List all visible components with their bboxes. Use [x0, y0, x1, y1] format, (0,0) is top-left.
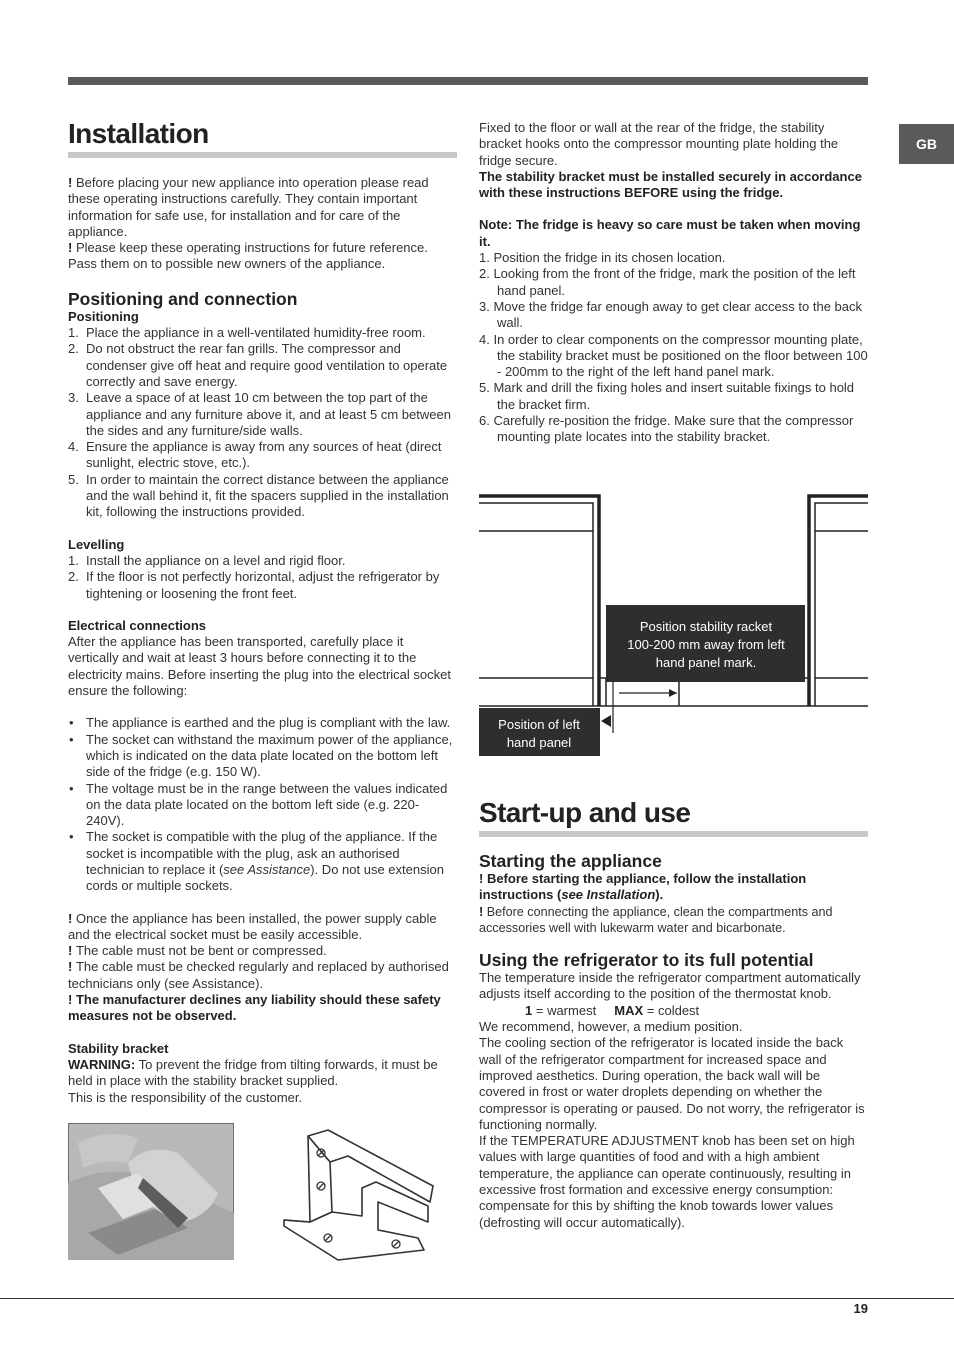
startup-title: Start-up and use	[479, 797, 691, 828]
note-paragraph: Note: The fridge is heavy so care must be taken when moving it.	[479, 217, 861, 249]
steps-list	[479, 250, 868, 446]
list-item: 2. If the floor is not perfectly horizontal, adjust the refrigerator by tightening or loosening the front feet.	[68, 569, 440, 601]
starting-instruction: ! Before starting the appliance, follow the installation instructions (see Installation).	[479, 871, 807, 903]
startup-column	[479, 797, 868, 1231]
potential-heading: Using the refrigerator to its full potential	[479, 950, 814, 971]
list-item: 4. Ensure the appliance is away from any sources of heat (direct sunlight, electric stove, etc.).	[68, 439, 442, 471]
diagram-label-1-line-3: hand panel mark.	[655, 655, 757, 670]
must-paragraph: The stability bracket must be installed securely in accordance with these instructions BEFORE using the fridge.	[479, 168, 862, 201]
starting-heading: Starting the appliance	[479, 851, 662, 871]
adjust-paragraph: If the TEMPERATURE ADJUSTMENT knob has been set on high values with large quantities of food and with a high ambient temperature, the appliance can operate continuously, resulting in excessive frost formation and excessive energy consumption: compensate for this by shifting the knob towards lower values (defrosting will occur automatically).	[479, 1133, 855, 1230]
bracket-installation-photo	[68, 1123, 234, 1260]
positioning-subheading: Positioning	[68, 308, 139, 324]
diagram-label-1-line-1: Position stability racket	[639, 619, 773, 634]
list-item: 5. In order to maintain the correct distance between the appliance and the wall behind it, fit the spacers supplied in the installation kit, following the instructions provided.	[68, 471, 449, 520]
positioning-list	[68, 325, 457, 521]
list-item: 1. Position the fridge in its chosen location.	[479, 250, 726, 266]
list-item: 1. Install the appliance on a level and rigid floor.	[68, 552, 346, 568]
levelling-subheading: Levelling	[68, 536, 125, 552]
diagram-label-2-line-1: Position of left	[498, 717, 580, 732]
diagram-label-2-line-2: hand panel	[506, 735, 572, 750]
warning-1: ! Once the appliance has been installed, the power supply cable and the electrical socket must be easily accessible.	[68, 910, 437, 942]
warning-2: ! The cable must not be bent or compressed.	[68, 943, 327, 959]
footer-rule	[0, 1298, 954, 1299]
stability-responsibility: This is the responsibility of the customer.	[68, 1089, 303, 1105]
list-item: 2. Do not obstruct the rear fan grills. The compressor and condenser give off heat and require good ventilation to operate correctly and save energy.	[68, 341, 448, 389]
recommend-paragraph: We recommend, however, a medium position.	[479, 1019, 743, 1035]
thermostat-scale: 1 = warmest MAX = coldest	[525, 1002, 700, 1018]
list-item: 6. Carefully re-position the fridge. Make sure that the compressor mounting plate locates into the stability bracket.	[479, 413, 854, 445]
warning-3: ! The cable must be checked regularly and replaced by authorised technicians only (see Assistance).	[68, 959, 449, 991]
starting-clean: ! Before connecting the appliance, clean the compartments and accessories well with lukewarm water and bicarbonate.	[479, 904, 833, 935]
levelling-list	[68, 553, 457, 602]
fixed-paragraph: Fixed to the floor or wall at the rear of the fridge, the stability bracket hooks onto the compressor mounting plate holding the fridge secure.	[479, 120, 839, 168]
electrical-intro: After the appliance has been transported, carefully place it vertically and wait at least 3 hours before connecting it to the electricity mains. Before inserting the plug into the electrical socket ensure the following:	[68, 634, 451, 699]
stability-subheading: Stability bracket	[68, 1040, 169, 1056]
list-item: 3. Move the fridge far enough away to get clear access to the back wall.	[479, 298, 862, 331]
positioning-heading: Positioning and connection	[68, 288, 298, 309]
temperature-paragraph: The temperature inside the refrigerator compartment automatically adjusts itself according to the position of the thermostat knob.	[479, 970, 861, 1002]
electrical-list	[68, 715, 457, 894]
list-item: 4. In order to clear components on the compressor mounting plate, the stability bracket must be positioned on the floor between 100 - 200mm to the right of the left hand panel mark.	[479, 331, 868, 380]
header-rule	[68, 77, 868, 85]
list-item: 2. Looking from the front of the fridge, mark the position of the left hand panel.	[479, 266, 856, 298]
warning-4: ! The manufacturer declines any liability should these safety measures not be observed.	[68, 992, 441, 1024]
cooling-paragraph: The cooling section of the refrigerator is located inside the back wall of the refrigerator compartment for increased space and improved aesthetics. During operation, the back wall will be covered in frost or water droplets depending on whether the compressor is operating or paused. Do not worry, the refrigerator is functioning normally.	[479, 1035, 865, 1132]
stability-warning: WARNING: To prevent the fridge from tilting forwards, it must be held in place with the stability bracket supplied.	[68, 1056, 438, 1089]
list-item: 1. Place the appliance in a well-ventilated humidity-free room.	[68, 325, 426, 341]
bracket-instructions	[479, 120, 868, 446]
stability-bracket-drawing	[278, 1126, 434, 1262]
list-item: • The socket can withstand the maximum power of the appliance, which is indicated on the data plate located on the bottom left side of the fridge (e.g. 150 W).	[68, 732, 457, 781]
bracket-position-diagram	[479, 493, 868, 758]
list-item: • The voltage must be in the range between the values indicated on the data plate located on the bottom left side (e.g. 220-240V).	[68, 781, 457, 830]
diagram-label-1-line-2: 100-200 mm away from left	[627, 637, 785, 652]
intro-paragraph-1: ! Before placing your new appliance into operation please read these operating instructions carefully. They contain important information for safe use, for installation and for care of the appliance.	[68, 175, 429, 239]
electrical-subheading: Electrical connections	[68, 617, 206, 633]
list-item: • The socket is compatible with the plug of the appliance. If the socket is incompatible with the plug, ask an authorised technician to replace it (see Assistance). Do not use extension cords or multiple sockets.	[68, 829, 457, 894]
page-number: 19	[853, 1301, 868, 1316]
list-item: 3. Leave a space of at least 10 cm between the top part of the appliance and any furniture above it, and at least 5 cm between the sides and any furniture/side walls.	[68, 390, 451, 438]
installation-title: Installation	[68, 118, 209, 149]
list-item: 5. Mark and drill the fixing holes and insert suitable fixings to hold the bracket firm.	[479, 380, 855, 412]
installation-column	[68, 118, 457, 1106]
list-item: • The appliance is earthed and the plug is compliant with the law.	[68, 715, 457, 731]
intro-paragraph-2: ! Please keep these operating instructions for future reference. Pass them on to possible new owners of the appliance.	[68, 240, 428, 272]
language-tab: GB	[899, 124, 954, 164]
